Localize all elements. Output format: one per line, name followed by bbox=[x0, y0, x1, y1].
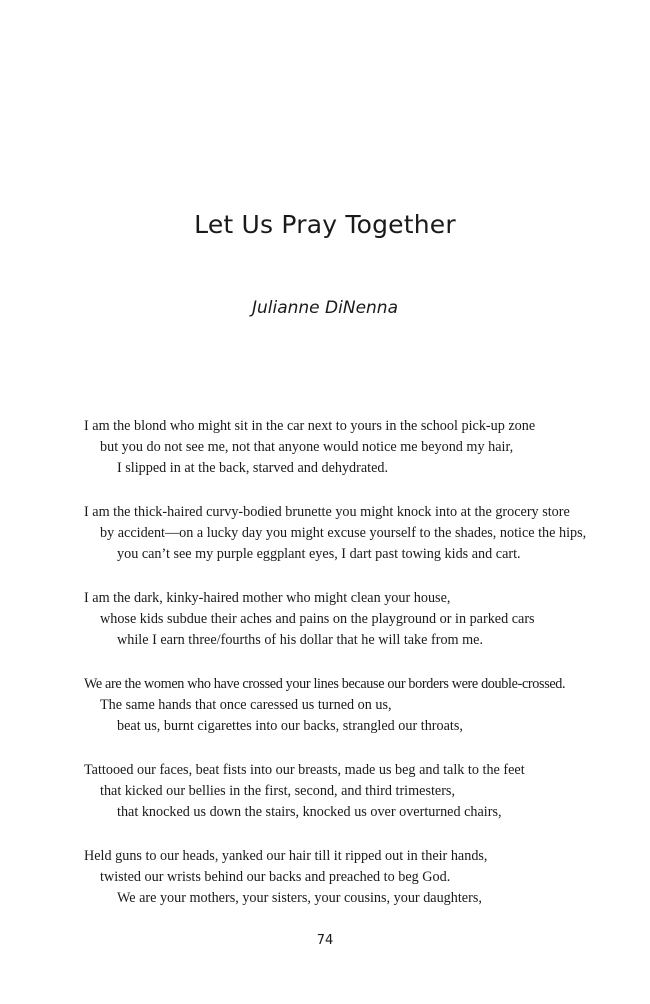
poem-line: whose kids subdue their aches and pains on the playground or in parked cars bbox=[100, 611, 535, 627]
poem-line: but you do not see me, not that anyone would notice me beyond my hair, bbox=[100, 439, 514, 455]
stanza bbox=[84, 502, 587, 565]
poem-line: that knocked us down the stairs, knocked us over overturned chairs, bbox=[117, 804, 502, 820]
poem-line: that kicked our bellies in the first, second, and third trimesters, bbox=[100, 783, 455, 799]
stanza bbox=[84, 416, 584, 479]
page-number: 74 bbox=[316, 933, 334, 948]
poem-line: I am the blond who might sit in the car next to yours in the school pick-up zone bbox=[84, 418, 536, 434]
poem-line: I slipped in at the back, starved and dehydrated. bbox=[117, 460, 389, 476]
poem-line: by accident—on a lucky day you might excuse yourself to the shades, notice the hips, bbox=[100, 525, 587, 541]
poem-line: twisted our wrists behind our backs and preached to beg God. bbox=[100, 869, 451, 885]
poem-line: Tattooed our faces, beat fists into our breasts, made us beg and talk to the feet bbox=[84, 762, 525, 778]
poem-line: I am the thick-haired curvy-bodied brunette you might knock into at the grocery store bbox=[84, 504, 570, 520]
poem-title: Let Us Pray Together bbox=[194, 210, 456, 239]
stanza bbox=[84, 674, 584, 737]
poem-line: We are your mothers, your sisters, your cousins, your daughters, bbox=[117, 890, 482, 906]
stanza bbox=[84, 846, 584, 909]
stanza bbox=[84, 588, 584, 651]
poem-line: We are the women who have crossed your lines because our borders were double-crossed. bbox=[84, 676, 566, 692]
poem-line: The same hands that once caressed us turned on us, bbox=[100, 697, 392, 713]
poem-line: while I earn three/fourths of his dollar that he will take from me. bbox=[117, 632, 484, 648]
poem-author: Julianne DiNenna bbox=[251, 298, 399, 318]
poem-line: beat us, burnt cigarettes into our backs, strangled our throats, bbox=[117, 718, 463, 734]
poem-line: I am the dark, kinky-haired mother who might clean your house, bbox=[84, 590, 451, 606]
stanza bbox=[84, 760, 584, 823]
poem-body bbox=[84, 416, 587, 932]
poem-line: you can’t see my purple eggplant eyes, I dart past towing kids and cart. bbox=[117, 546, 521, 562]
poem-line: Held guns to our heads, yanked our hair till it ripped out in their hands, bbox=[84, 848, 488, 864]
